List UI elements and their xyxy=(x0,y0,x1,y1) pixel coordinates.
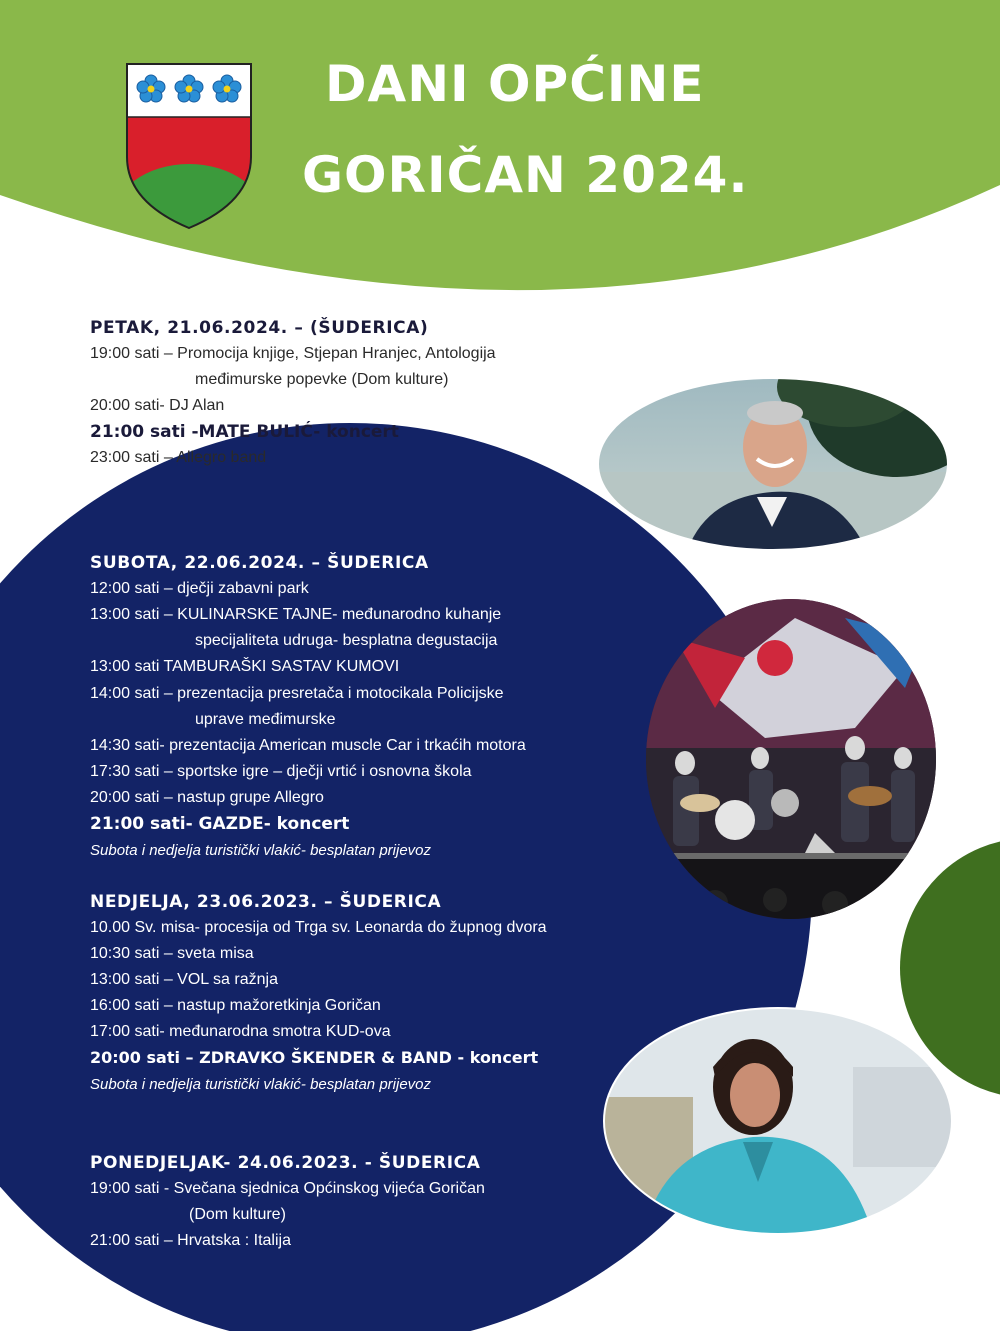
monday-heading: PONEDJELJAK- 24.06.2023. - ŠUDERICA xyxy=(90,1153,481,1173)
title-line-2: GORIČAN 2024. xyxy=(302,146,749,204)
sunday-item-6-concert: 20:00 sati – ZDRAVKO ŠKENDER & BAND - koncert xyxy=(90,1048,539,1067)
friday-item-2: 20:00 sati- DJ Alan xyxy=(90,397,225,414)
saturday-heading: SUBOTA, 22.06.2024. – ŠUDERICA xyxy=(90,553,429,573)
saturday-item-4-cont: uprave međimurske xyxy=(195,711,336,728)
friday-heading: PETAK, 21.06.2024. – (ŠUDERICA) xyxy=(90,318,429,338)
saturday-item-2: 13:00 sati – KULINARSKE TAJNE- međunarodno kuhanje xyxy=(90,606,502,623)
sunday-item-4: 16:00 sati – nastup mažoretkinja Goričan xyxy=(90,997,381,1014)
title-line-1: DANI OPĆINE xyxy=(325,55,705,113)
saturday-item-3: 13:00 sati TAMBURAŠKI SASTAV KUMOVI xyxy=(90,658,400,675)
flower-icon xyxy=(137,75,241,102)
monday-item-2: 21:00 sati – Hrvatska : Italija xyxy=(90,1232,291,1249)
saturday-item-1: 12:00 sati – dječji zabavni park xyxy=(90,580,309,597)
saturday-note: Subota i nedjelja turistički vlakić- besplatan prijevoz xyxy=(90,842,432,859)
saturday-item-5: 14:30 sati- prezentacija American muscle Car i trkaćih motora xyxy=(90,737,526,754)
friday-item-4: 23:00 sati – Allegro band xyxy=(90,449,267,466)
friday-item-3-concert: 21:00 sati -MATE BULIĆ- koncert xyxy=(90,422,399,442)
saturday-item-6: 17:30 sati – sportske igre – dječji vrtić i osnovna škola xyxy=(90,763,472,780)
monday-item-1-cont: (Dom kulture) xyxy=(189,1206,286,1223)
sunday-item-3: 13:00 sati – VOL sa ražnja xyxy=(90,971,278,988)
sunday-note: Subota i nedjelja turistički vlakić- besplatan prijevoz xyxy=(90,1076,432,1093)
sunday-item-2: 10:30 sati – sveta misa xyxy=(90,945,254,962)
saturday-item-8-concert: 21:00 sati- GAZDE- koncert xyxy=(90,814,350,834)
singer-photo-1 xyxy=(597,377,949,551)
friday-item-1-cont: međimurske popevke (Dom kulture) xyxy=(195,371,449,388)
saturday-item-4: 14:00 sati – prezentacija presretača i motocikala Policijske xyxy=(90,685,504,702)
monday-item-1: 19:00 sati - Svečana sjednica Općinskog vijeća Goričan xyxy=(90,1180,485,1197)
friday-item-1: 19:00 sati – Promocija knjige, Stjepan Hranjec, Antologija xyxy=(90,345,496,362)
sunday-heading: NEDJELJA, 23.06.2023. – ŠUDERICA xyxy=(90,892,442,912)
singer-photo-2 xyxy=(603,1007,953,1235)
band-photo xyxy=(645,598,937,920)
coat-of-arms-logo xyxy=(125,62,253,230)
sunday-item-1: 10.00 Sv. misa- procesija od Trga sv. Leonarda do župnog dvora xyxy=(90,919,547,936)
saturday-item-7: 20:00 sati – nastup grupe Allegro xyxy=(90,789,324,806)
sunday-item-5: 17:00 sati- međunarodna smotra KUD-ova xyxy=(90,1023,391,1040)
saturday-item-2-cont: specijaliteta udruga- besplatna degustacija xyxy=(195,632,498,649)
